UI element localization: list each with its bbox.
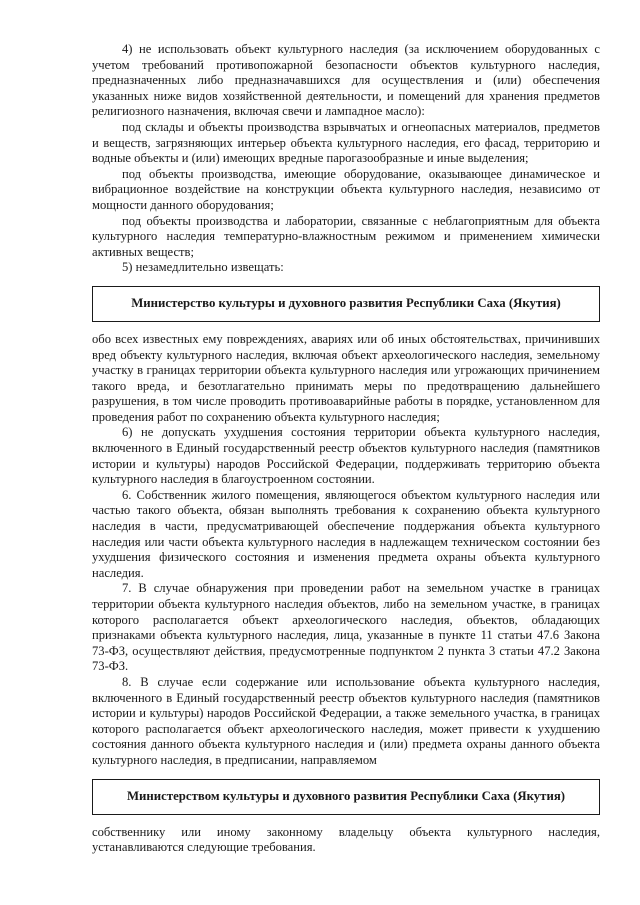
paragraph-section-8: 8. В случае если содержание или использование объекта культурного наследия, включенного в Единый государственный реестр объектов культурного наследия (памятников истории и культуры) народов Российской Федерации, а также земельного участка, в границах которого располагается объект археологического наследия, может привести к ухудшению состояния данного объекта культурного наследия и (или) предмета охраны данного объекта культурного наследия, в предписании, направляемом bbox=[92, 674, 600, 767]
paragraph-item-5: 5) незамедлительно извещать: bbox=[122, 260, 284, 275]
document-page bbox=[92, 42, 600, 856]
ministry-box-2 bbox=[92, 779, 600, 815]
paragraph-requirements: собственнику или иному законному владельцу объекта культурного наследия, устанавливаются следующие требования. bbox=[92, 824, 600, 855]
ministry-name-2: Министерством культуры и духовного развития Республики Саха (Якутия) bbox=[126, 789, 566, 804]
paragraph-laboratories: под объекты производства и лаборатории, связанные с неблагоприятным для объекта культурного наследия температурно-влажностным режимом и применением химически активных веществ; bbox=[92, 213, 600, 259]
paragraph-item-4: 4) не использовать объект культурного наследия (за исключением оборудованных с учетом требований противопожарной безопасности объектов культурного наследия, предназначенных либо предназначавшихся для осуществления и (или) обеспечения указанных ниже видов хозяйственной деятельности, и помещений для хранения предметов религиозного назначения, включая свечи и лампадное масло): bbox=[92, 42, 600, 119]
ministry-box-1 bbox=[92, 286, 600, 322]
paragraph-section-7: 7. В случае обнаружения при проведении работ на земельном участке в границах территории объекта культурного наследия объектов, либо на земельном участке, в границах которого располагается объект археологического наследия, объектов, обладающих признаками объекта культурного наследия, лица, указанные в пункте 11 статьи 47.6 Закона 73-ФЗ, осуществляют действия, предусмотренные подпунктом 2 пункта 3 статьи 47.2 Закона 73-ФЗ. bbox=[92, 581, 600, 674]
paragraph-item-6: 6) не допускать ухудшения состояния территории объекта культурного наследия, включенного в Единый государственный реестр объектов культурного наследия (памятников истории и культуры) народов Российской Федерации, поддерживать территорию объекта культурного наследия в благоустроенном состоянии. bbox=[92, 425, 600, 487]
paragraph-section-6: 6. Собственник жилого помещения, являющегося объектом культурного наследия или частью такого объекта, обязан выполнять требования к сохранению объекта культурного наследия в части, предусматривающей обеспечение поддержания объекта культурного наследия или части объекта культурного наследия в надлежащем техническом состоянии без ухудшения физического состояния и изменения предмета охраны объекта культурного наследия. bbox=[92, 487, 600, 580]
paragraph-damages: обо всех известных ему повреждениях, авариях или об иных обстоятельствах, причинивших вред объекту культурного наследия, включая объект археологического наследия, земельному участку в границах территории объекта культурного наследия или угрожающих причинением такого вреда, и безотлагательно принимать меры по предотвращению дальнейшего разрушения, в том числе проводить противоаварийные работы в порядке, установленном для проведения работ по сохранению объекта культурного наследия; bbox=[92, 331, 600, 424]
paragraph-warehouses: под склады и объекты производства взрывчатых и огнеопасных материалов, предметов и веществ, загрязняющих интерьер объекта культурного наследия, его фасад, территорию и водные объекты и (или) имеющих вредные парогазообразные и иные выделения; bbox=[92, 119, 600, 166]
ministry-name-1: Министерство культуры и духовного развития Республики Саха (Якутия) bbox=[131, 296, 561, 311]
paragraph-production-vibration: под объекты производства, имеющие оборудование, оказывающее динамическое и вибрационное воздействие на конструкции объекта культурного наследия, независимо от мощности данного оборудования; bbox=[92, 166, 600, 212]
